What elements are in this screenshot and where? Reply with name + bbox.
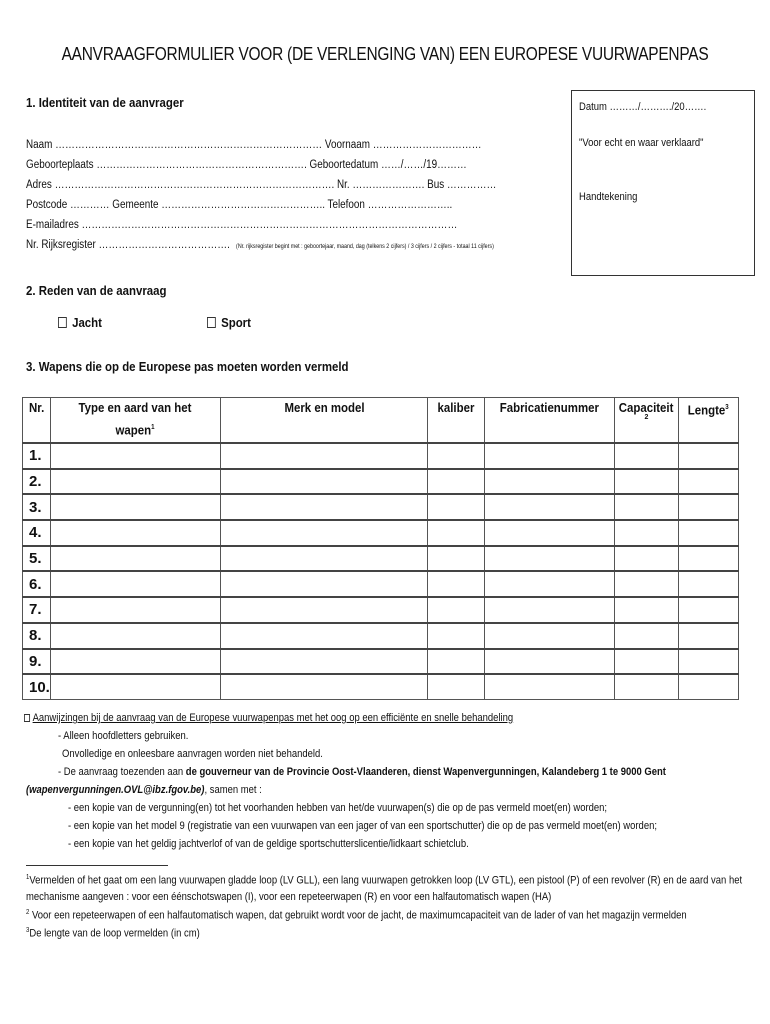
cell-fabricatie[interactable] <box>485 546 615 572</box>
col-capaciteit: Capaciteit $^2$ <box>615 398 679 444</box>
form-title: AANVRAAGFORMULIER VOOR (DE VERLENGING VAN) EEN EUROPESE VUURWAPENPAS <box>61 44 709 64</box>
field-rijksregister[interactable] <box>26 239 494 251</box>
cell-lengte[interactable] <box>679 546 739 572</box>
col-kaliber: kaliber <box>428 398 485 444</box>
note-box-icon <box>24 714 30 722</box>
row-number: 10. <box>23 674 51 699</box>
cell-kaliber[interactable] <box>428 674 485 699</box>
col-merk: Merk en model <box>220 398 427 444</box>
cell-lengte[interactable] <box>679 494 739 520</box>
cell-lengte[interactable] <box>679 571 739 597</box>
row-number: 6. <box>23 571 51 597</box>
table-row <box>23 674 739 699</box>
row-number: 3. <box>23 494 51 520</box>
cell-type[interactable] <box>50 674 220 699</box>
cell-type[interactable] <box>50 469 220 495</box>
cell-capaciteit[interactable] <box>615 546 679 572</box>
cell-fabricatie[interactable] <box>485 597 615 623</box>
note-line-2: Onvolledige en onleesbare aanvragen worden niet behandeld. <box>62 748 323 760</box>
cell-merk[interactable] <box>220 571 427 597</box>
field-email[interactable]: E-mailadres …………………………………………………………………………………………………… <box>26 219 458 231</box>
email-link[interactable]: (wapenvergunningen.OVL@ibz.fgov.be) <box>26 784 205 796</box>
option-sport[interactable] <box>207 315 251 330</box>
field-adres[interactable]: Adres …………………………………………………………………………. Nr. …………………. Bus …………… <box>26 179 497 191</box>
cell-kaliber[interactable] <box>428 597 485 623</box>
cell-type[interactable] <box>50 649 220 675</box>
cell-fabricatie[interactable] <box>485 494 615 520</box>
cell-kaliber[interactable] <box>428 649 485 675</box>
cell-lengte[interactable] <box>679 469 739 495</box>
row-number: 7. <box>23 597 51 623</box>
table-row <box>23 443 739 469</box>
cell-kaliber[interactable] <box>428 571 485 597</box>
cell-type[interactable] <box>50 443 220 469</box>
note-bullet-2: - een kopie van het model 9 (registratie van een vuurwapen van een jager of van een sportschutter) die op de pas vermeld moet(en) worden; <box>68 820 657 832</box>
address-text: de gouverneur van de Provincie Oost-Vlaanderen, dienst Wapenvergunningen, Kalandeberg 1 te 9000 Gent <box>185 766 666 778</box>
signature-box <box>571 90 755 276</box>
table-row <box>23 597 739 623</box>
field-naam[interactable]: Naam ……………………………………………………………………… Voornaam …………………………… <box>26 139 482 151</box>
row-number: 8. <box>23 623 51 649</box>
cell-merk[interactable] <box>220 469 427 495</box>
footnote-1-cont: mechanisme aangeven : voor een éénschotswapen (I), voor een repeteerwapen (R) en voor een halfautomatisch wapen (HA) <box>26 891 552 903</box>
cell-fabricatie[interactable] <box>485 469 615 495</box>
cell-kaliber[interactable] <box>428 546 485 572</box>
table-row <box>23 571 739 597</box>
jacht-label: Jacht <box>72 315 102 330</box>
cell-fabricatie[interactable] <box>485 649 615 675</box>
cell-merk[interactable] <box>220 520 427 546</box>
option-jacht[interactable] <box>58 315 102 330</box>
cell-kaliber[interactable] <box>428 520 485 546</box>
cell-lengte[interactable] <box>679 623 739 649</box>
cell-type[interactable] <box>50 597 220 623</box>
cell-type[interactable] <box>50 520 220 546</box>
cell-capaciteit[interactable] <box>615 494 679 520</box>
cell-capaciteit[interactable] <box>615 443 679 469</box>
row-number: 4. <box>23 520 51 546</box>
cell-lengte[interactable] <box>679 443 739 469</box>
cell-lengte[interactable] <box>679 674 739 699</box>
jacht-checkbox[interactable] <box>58 317 67 328</box>
table-row <box>23 546 739 572</box>
col-fabricatie: Fabricatienummer <box>485 398 615 444</box>
cell-kaliber[interactable] <box>428 443 485 469</box>
sport-label: Sport <box>221 315 251 330</box>
cell-fabricatie[interactable] <box>485 443 615 469</box>
cell-merk[interactable] <box>220 649 427 675</box>
cell-merk[interactable] <box>220 494 427 520</box>
cell-capaciteit[interactable] <box>615 520 679 546</box>
cell-capaciteit[interactable] <box>615 623 679 649</box>
handtekening-label: Handtekening <box>579 191 638 203</box>
rijksregister-note: (Nr. rijksregister begint met : geboortejaar, maand, dag (telkens 2 cijfers) / 3 cijfers / 2 cijfers - totaal 11 cijfers) <box>236 243 494 250</box>
cell-merk[interactable] <box>220 597 427 623</box>
section2-heading: 2. Reden van de aanvraag <box>26 283 167 298</box>
cell-fabricatie[interactable] <box>485 623 615 649</box>
note-line-4: (wapenvergunningen.OVL@ibz.fgov.be), samen met : <box>26 784 262 796</box>
note-bullet-3: - een kopie van het geldig jachtverlof of van de geldige sportschutterslicentie/lidkaart schietclub. <box>68 838 469 850</box>
cell-capaciteit[interactable] <box>615 674 679 699</box>
note-line-1: - Alleen hoofdletters gebruiken. <box>58 730 189 742</box>
table-row <box>23 494 739 520</box>
table-row <box>23 469 739 495</box>
cell-merk[interactable] <box>220 623 427 649</box>
cell-merk[interactable] <box>220 443 427 469</box>
cell-capaciteit[interactable] <box>615 649 679 675</box>
rijksregister-label: Nr. Rijksregister …………………………………. <box>26 239 230 251</box>
row-number: 2. <box>23 469 51 495</box>
field-geboorteplaats[interactable]: Geboorteplaats ………………………………………………………. Geboortedatum ……/……/19……… <box>26 159 467 171</box>
cell-merk[interactable] <box>220 674 427 699</box>
row-number: 5. <box>23 546 51 572</box>
section1-heading: 1. Identiteit van de aanvrager <box>26 95 184 110</box>
cell-fabricatie[interactable] <box>485 520 615 546</box>
col-nr: Nr. <box>23 398 51 444</box>
cell-type[interactable] <box>50 546 220 572</box>
footnote-2: $^2$ Voor een repeteerwapen of een halfautomatisch wapen, dat gebruikt wordt voor de jacht, de maximumcapaciteit van de lader of van het magazijn vermelden <box>26 909 687 922</box>
cell-fabricatie[interactable] <box>485 674 615 699</box>
table-header <box>23 398 739 444</box>
table-row <box>23 623 739 649</box>
cell-merk[interactable] <box>220 546 427 572</box>
footnote-3: $^3$De lengte van de loop vermelden (in cm) <box>26 927 200 940</box>
cell-capaciteit[interactable] <box>615 597 679 623</box>
footnote-1: $^1$Vermelden of het gaat om een lang vuurwapen gladde loop (LV GLL), een lang vuurwapen getrokken loop (LV GTL), een pistool (P) of een revolver (R) en de aard van het <box>26 874 743 887</box>
col-lengte: Lengte$^3$ <box>679 398 739 444</box>
table-row <box>23 649 739 675</box>
cell-lengte[interactable] <box>679 649 739 675</box>
cell-type[interactable] <box>50 623 220 649</box>
cell-fabricatie[interactable] <box>485 571 615 597</box>
footnote-divider <box>26 865 168 866</box>
cell-kaliber[interactable] <box>428 623 485 649</box>
verklaard-text: "Voor echt en waar verklaard" <box>579 137 704 149</box>
cell-capaciteit[interactable] <box>615 571 679 597</box>
cell-lengte[interactable] <box>679 520 739 546</box>
datum-field[interactable]: Datum ………/………./20……. <box>579 101 707 113</box>
note-bullet-1: - een kopie van de vergunning(en) tot het voorhanden hebben van het/de vuurwapen(s) die op de pas vermeld moet(en) worden; <box>68 802 608 814</box>
note-line-3: - De aanvraag toezenden aan de gouverneur van de Provincie Oost-Vlaanderen, dienst Wapenvergunningen, Kalandeberg 1 te 9000 Gent <box>58 766 666 778</box>
field-postcode[interactable]: Postcode ………… Gemeente ………………………………………….. Telefoon …………………….. <box>26 199 453 211</box>
row-number: 1. <box>23 443 51 469</box>
table-row <box>23 520 739 546</box>
cell-type[interactable] <box>50 494 220 520</box>
cell-kaliber[interactable] <box>428 469 485 495</box>
cell-capaciteit[interactable] <box>615 469 679 495</box>
row-number: 9. <box>23 649 51 675</box>
sport-checkbox[interactable] <box>207 317 216 328</box>
col-type: Type en aard van het wapen$^1$ <box>50 398 220 444</box>
cell-lengte[interactable] <box>679 597 739 623</box>
cell-kaliber[interactable] <box>428 494 485 520</box>
weapons-table <box>22 397 739 700</box>
section3-heading: 3. Wapens die op de Europese pas moeten worden vermeld <box>26 359 349 374</box>
cell-type[interactable] <box>50 571 220 597</box>
notes-heading: Aanwijzingen bij de aanvraag van de Europese vuurwapenpas met het oog op een efficiënte en snelle behandeling <box>24 712 513 724</box>
